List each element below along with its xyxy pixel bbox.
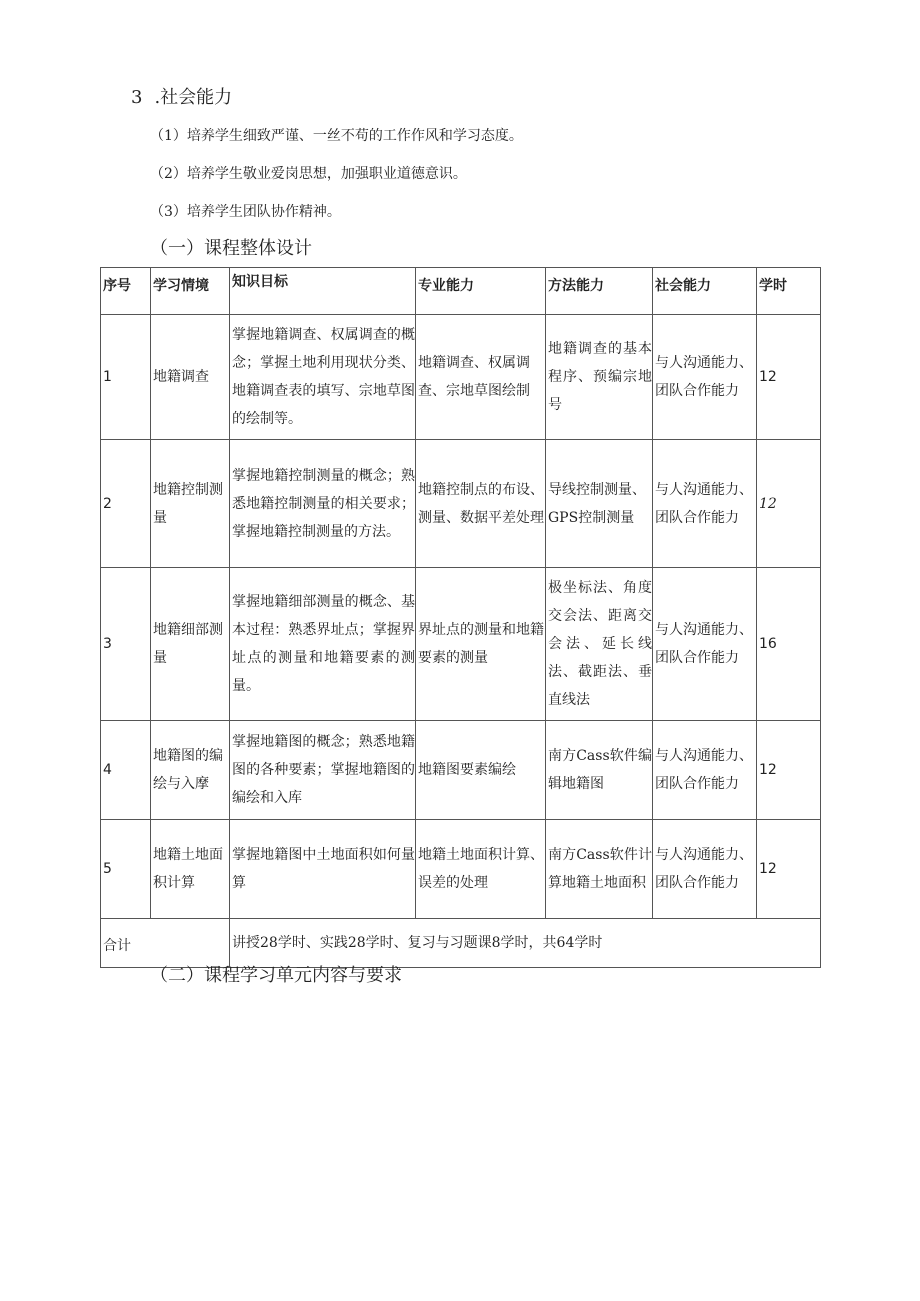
cell-method: 极坐标法、角度交会法、距离交会法、延长线法、截距法、垂直线法 xyxy=(546,568,653,721)
cell-situation: 地籍控制测量 xyxy=(151,440,230,568)
header-cell-knowledge: 知识目标 xyxy=(230,268,416,315)
cell-hours: 12 xyxy=(757,820,821,919)
cell-situation: 地籍土地面积计算 xyxy=(151,820,230,919)
cell-knowledge: 掌握地籍控制测量的概念；熟悉地籍控制测量的相关要求；掌握地籍控制测量的方法。 xyxy=(230,440,416,568)
table-row xyxy=(101,721,821,820)
heading-number: 3 xyxy=(131,87,143,108)
social-ability-heading xyxy=(131,86,232,110)
table-row xyxy=(101,568,821,721)
header-cell-professional: 专业能力 xyxy=(416,268,546,315)
heading-title: .社会能力 xyxy=(154,87,233,108)
table-row xyxy=(101,315,821,440)
cell-situation: 地籍调查 xyxy=(151,315,230,440)
cell-no: 2 xyxy=(101,440,151,568)
unit-content-title: （二）课程学习单元内容与要求 xyxy=(150,965,402,986)
header-cell-method: 方法能力 xyxy=(546,268,653,315)
cell-method: 南方Cass软件计算地籍土地面积 xyxy=(546,820,653,919)
table-row xyxy=(101,820,821,919)
header-cell-no: 序号 xyxy=(101,268,151,315)
cell-no: 4 xyxy=(101,721,151,820)
paragraph-1: （1）培养学生细致严谨、一丝不苟的工作作风和学习态度。 xyxy=(150,128,523,144)
cell-no: 3 xyxy=(101,568,151,721)
course-design-table xyxy=(100,267,821,968)
cell-hours: 12 xyxy=(757,315,821,440)
header-cell-situation: 学习情境 xyxy=(151,268,230,315)
total-label: 合计 xyxy=(101,919,230,968)
cell-hours: 12 xyxy=(757,440,821,568)
cell-knowledge: 掌握地籍图中土地面积如何量算 xyxy=(230,820,416,919)
cell-method: 导线控制测量、GPS控制测量 xyxy=(546,440,653,568)
cell-hours: 12 xyxy=(757,721,821,820)
header-cell-social: 社会能力 xyxy=(653,268,757,315)
paragraph-2: （2）培养学生敬业爱岗思想，加强职业道德意识。 xyxy=(150,166,467,182)
table-row xyxy=(101,440,821,568)
cell-knowledge: 掌握地籍图的概念；熟悉地籍图的各种要素；掌握地籍图的编绘和入库 xyxy=(230,721,416,820)
total-text: 讲授28学时、实践28学时、复习与习题课8学时，共64学时 xyxy=(230,919,821,968)
cell-method: 南方Cass软件编辑地籍图 xyxy=(546,721,653,820)
cell-social: 与人沟通能力、团队合作能力 xyxy=(653,315,757,440)
cell-social: 与人沟通能力、团队合作能力 xyxy=(653,820,757,919)
cell-knowledge: 掌握地籍调查、权属调查的概念；掌握土地利用现状分类、地籍调查表的填写、宗地草图的绘制等。 xyxy=(230,315,416,440)
cell-no: 5 xyxy=(101,820,151,919)
course-design-title: （一）课程整体设计 xyxy=(150,238,312,259)
cell-hours: 16 xyxy=(757,568,821,721)
cell-professional: 地籍图要素编绘 xyxy=(416,721,546,820)
cell-professional: 界址点的测量和地籍要素的测量 xyxy=(416,568,546,721)
cell-situation: 地籍细部测量 xyxy=(151,568,230,721)
cell-method: 地籍调查的基本程序、预编宗地号 xyxy=(546,315,653,440)
header-cell-hours: 学时 xyxy=(757,268,821,315)
table-total-row xyxy=(101,919,821,968)
cell-professional: 地籍土地面积计算、误差的处理 xyxy=(416,820,546,919)
cell-professional: 地籍控制点的布设、测量、数据平差处理 xyxy=(416,440,546,568)
cell-social: 与人沟通能力、团队合作能力 xyxy=(653,721,757,820)
table-header-row xyxy=(101,268,821,315)
cell-no: 1 xyxy=(101,315,151,440)
cell-professional: 地籍调查、权属调查、宗地草图绘制 xyxy=(416,315,546,440)
cell-social: 与人沟通能力、团队合作能力 xyxy=(653,568,757,721)
cell-knowledge: 掌握地籍细部测量的概念、基本过程：熟悉界址点；掌握界址点的测量和地籍要素的测量。 xyxy=(230,568,416,721)
paragraph-3: （3）培养学生团队协作精神。 xyxy=(150,204,341,220)
cell-situation: 地籍图的编绘与入摩 xyxy=(151,721,230,820)
cell-social: 与人沟通能力、团队合作能力 xyxy=(653,440,757,568)
